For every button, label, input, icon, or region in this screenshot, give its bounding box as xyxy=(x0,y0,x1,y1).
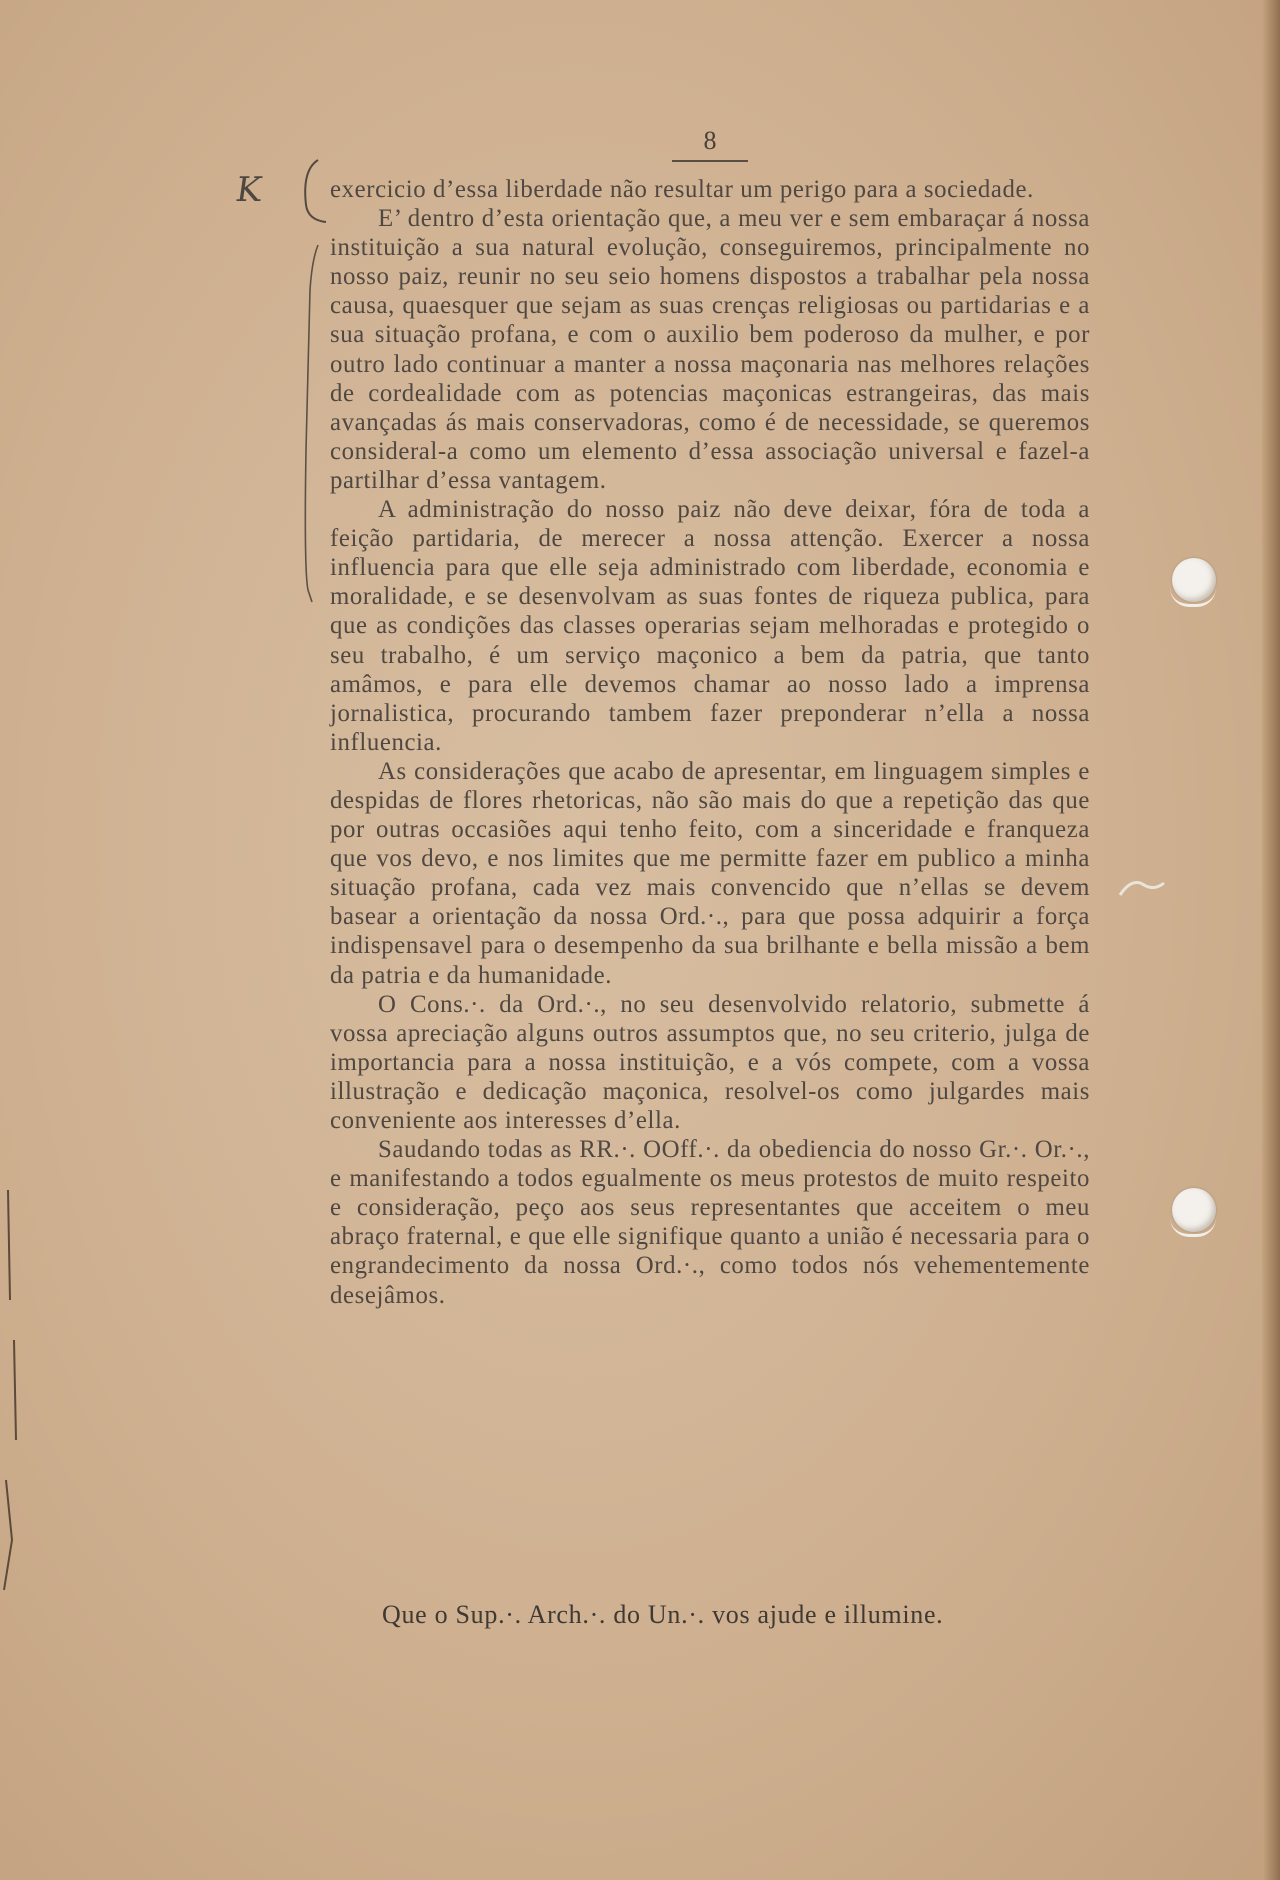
paragraph-5: O Cons.·. da Ord.·., no seu desenvolvido relatorio, submette á vossa apreciação alguns outros assumptos que, no seu criterio, julga de importancia para a nossa instituição, e a vós compete, com a vossa illustração e dedicação maçonica, resolvel-os como julgardes mais conveniente aos interesses d’ella. xyxy=(330,990,1090,1134)
pencil-bracket xyxy=(290,150,330,620)
page-number-rule xyxy=(672,160,748,162)
paragraph-6: Saudando todas as RR.·. OOff.·. da obediencia do nosso Gr.·. Or.·., e manifestando a todos egualmente os meus protestos de muito respeito e consideração, peço aos seus representantes que acceitem o meu abraço fraternal, e que elle signifique quanto a união é necessaria para o engrandecimento da nossa Ord.·., como todos nós vehementemente desejâmos. xyxy=(330,1136,1090,1309)
paragraph-2: E’ dentro d’esta orientação que, a meu ver e sem embaraçar á nossa instituição a sua natural evolução, conseguiremos, principalmente no nosso paiz, reunir no seu seio homens dispostos a trabalhar pela nossa causa, quaesquer que sejam as suas crenças religiosas ou partidarias e a sua situação profana, e com o auxilio bem poderoso da mulher, e por outro lado continuar a manter a nossa maçonaria nas melhores relações de cordealidade com as potencias maçonicas estrangeiras, das mais avançadas ás mais conservadoras, como é de necessidade, se queremos consideral-a como um elemento d’essa associação universal e fazel-a partilhar d’essa vantagem. xyxy=(330,205,1090,494)
body-text xyxy=(330,175,1090,1310)
punch-hole-tear-bottom xyxy=(1170,1218,1216,1237)
closing-line: Que o Sup.·. Arch.·. do Un.·. vos ajude e illumine. xyxy=(382,1600,944,1629)
paragraph-1: exercicio d’essa liberdade não resultar um perigo para a sociedade. xyxy=(330,176,1034,203)
margin-pencil-mark: K xyxy=(233,170,265,210)
left-edge-marks xyxy=(0,1180,40,1600)
margin-scribble xyxy=(1118,873,1168,903)
paragraph-3: A administração do nosso paiz não deve deixar, fóra de toda a feição partidaria, de merecer a nossa attenção. Exercer a nossa influencia para que elle seja administrado com liberdade, economia e moralidade, e se desenvolvam as suas fontes de riqueza publica, para que as condições das classes operarias sejam melhoradas e protegido o seu trabalho, é um serviço maçonico a bem da patria, que tanto amâmos, e para elle devemos chamar ao nosso lado a imprensa jornalistica, procurando tambem fazer preponderar n’ella a nossa influencia. xyxy=(330,496,1090,756)
paragraph-4: As considerações que acabo de apresentar, em linguagem simples e despidas de flores rhetoricas, não são mais do que a repetição das que por outras occasiões aqui tenho feito, com a sinceridade e franqueza que vos devo, e nos limites que me permitte fazer em publico a minha situação profana, cada vez mais convencido que n’ellas se devem basear a orientação da nossa Ord.·., para que possa adquirir a força indispensavel para o desempenho da sua brilhante e bella missão a bem da patria e da humanidade. xyxy=(330,757,1090,989)
page-number: 8 xyxy=(703,126,717,155)
punch-hole-tear-top xyxy=(1170,588,1216,607)
page-right-edge xyxy=(1262,0,1280,1880)
